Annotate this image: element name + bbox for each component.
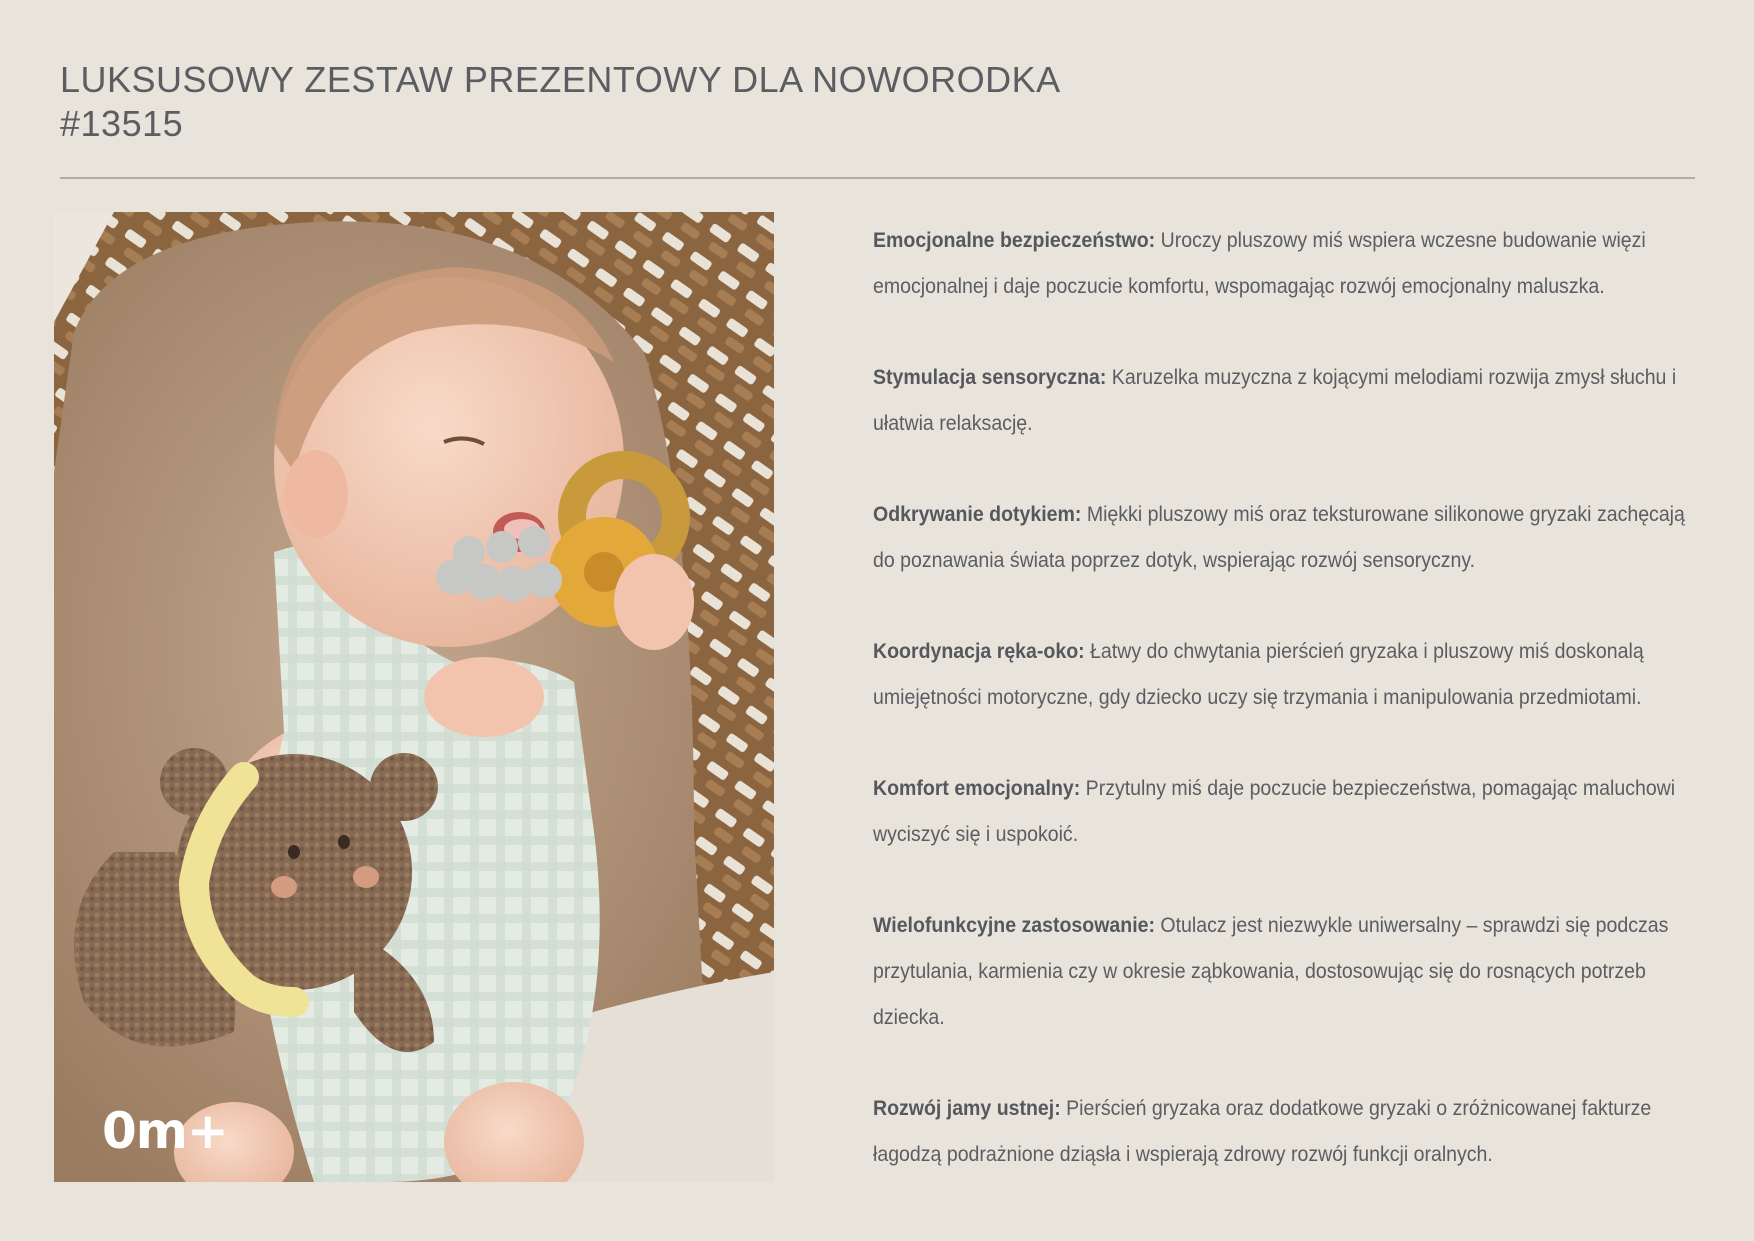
feature-text: Uroczy pluszowy miś wspiera wczesne budowanie więzi emocjonalnej i daje poczucie komfortu, wspomagając rozwój emocjonalny maluszka. [873, 229, 1646, 298]
product-number: #13515 [60, 103, 184, 144]
baby-photo-illustration [54, 212, 774, 1182]
title-line-1: LUKSUSOWY ZESTAW PREZENTOWY DLA NOWORODKA [60, 59, 1061, 100]
feature-list [873, 218, 1693, 1223]
feature-item [873, 903, 1696, 1041]
feature-item [873, 629, 1696, 721]
feature-label: Komfort emocjonalny: [873, 777, 1081, 800]
title-divider [60, 177, 1695, 179]
feature-text: Łatwy do chwytania pierścień gryzaka i pluszowy miś doskonalą umiejętności motoryczne, gdy dziecko uczy się trzymania i manipulowania przedmiotami. [873, 640, 1644, 709]
feature-text: Przytulny miś daje poczucie bezpieczeństwa, pomagając maluchowi wyciszyć się i uspokoić. [873, 777, 1676, 846]
feature-text: Pierścień gryzaka oraz dodatkowe gryzaki o zróżnicowanej fakturze łagodzą podrażnione dziąsła i wspierają zdrowy rozwój funkcji oralnych. [873, 1097, 1652, 1166]
feature-label: Odkrywanie dotykiem: [873, 503, 1082, 526]
feature-text: Miękki pluszowy miś oraz teksturowane silikonowe gryzaki zachęcają do poznawania świata poprzez dotyk, wspierając rozwój sensoryczny. [873, 503, 1685, 572]
feature-item [873, 1086, 1696, 1178]
feature-text: Otulacz jest niezwykle uniwersalny – sprawdzi się podczas przytulania, karmienia czy w okresie ząbkowania, dostosowując się do rosnących potrzeb dziecka. [873, 914, 1669, 1029]
feature-label: Wielofunkcyjne zastosowanie: [873, 914, 1155, 937]
page-title [60, 58, 1061, 146]
feature-label: Stymulacja sensoryczna: [873, 366, 1107, 389]
feature-item [873, 492, 1696, 584]
feature-item [873, 355, 1696, 447]
feature-label: Rozwój jamy ustnej: [873, 1097, 1061, 1120]
product-photo [54, 212, 774, 1182]
feature-item [873, 766, 1696, 858]
feature-item [873, 218, 1696, 310]
feature-label: Koordynacja ręka-oko: [873, 640, 1085, 663]
feature-text: Karuzelka muzyczna z kojącymi melodiami rozwija zmysł słuchu i ułatwia relaksację. [873, 366, 1677, 435]
feature-label: Emocjonalne bezpieczeństwo: [873, 229, 1156, 252]
age-badge: 0m+ [102, 1102, 228, 1160]
